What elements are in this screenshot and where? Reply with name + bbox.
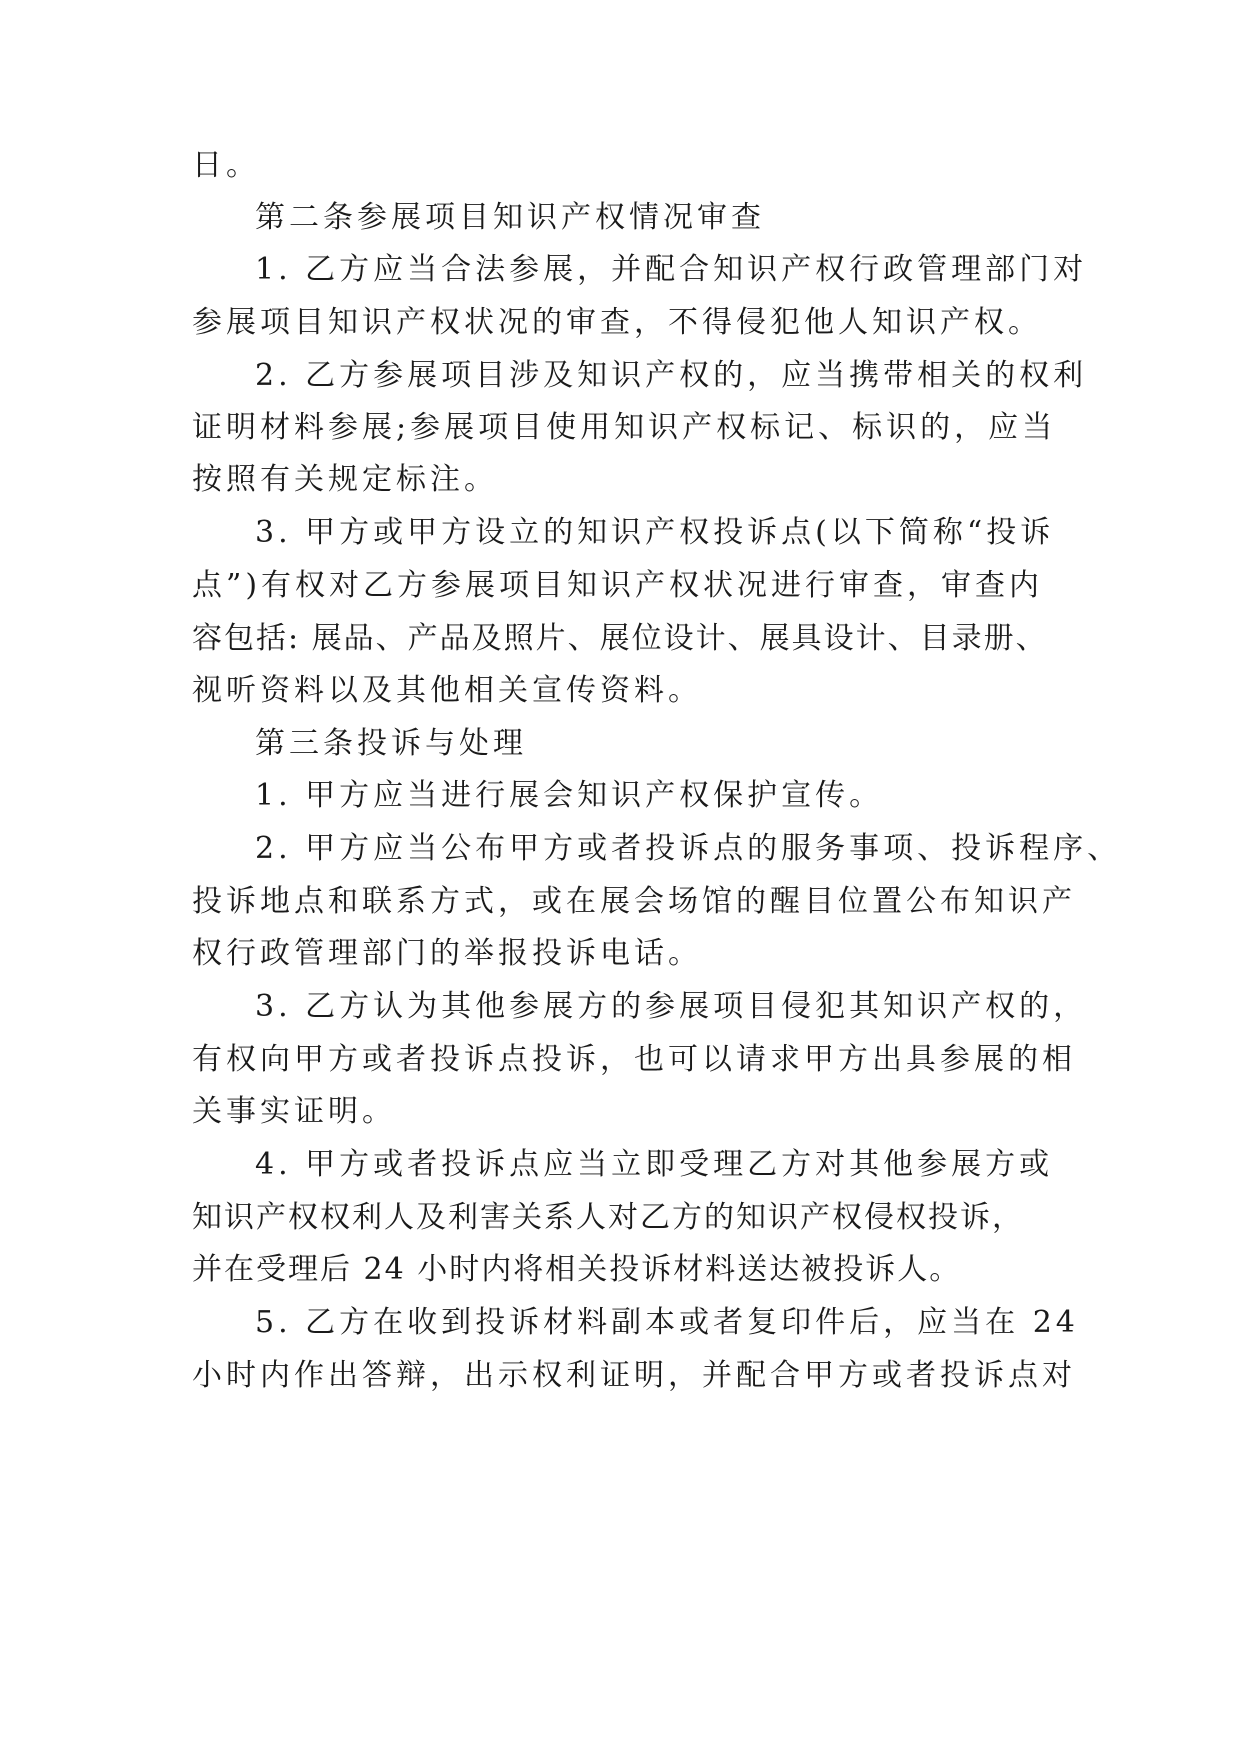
text-line: 4. 甲方或者投诉点应当立即受理乙方对其他参展方或 xyxy=(255,1147,1054,1182)
text-line: 投诉地点和联系方式，或在展会场馆的醒目位置公布知识产 xyxy=(192,884,1076,919)
text-line: 按照有关规定标注。 xyxy=(192,462,498,497)
text-line: 关事实证明。 xyxy=(192,1094,396,1129)
text-line: 点”)有权对乙方参展项目知识产权状况进行审查，审查内 xyxy=(192,568,1044,603)
text-line: 3. 甲方或甲方设立的知识产权投诉点(以下简称“投诉 xyxy=(255,515,1055,550)
text-line: 知识产权权利人及利害关系人对乙方的知识产权侵权投诉， xyxy=(192,1200,1024,1235)
text-line: 2. 甲方应当公布甲方或者投诉点的服务事项、投诉程序、 xyxy=(255,831,1122,866)
text-line: 5. 乙方在收到投诉材料副本或者复印件后，应当在 24 xyxy=(255,1305,1079,1340)
text-line: 有权向甲方或者投诉点投诉，也可以请求甲方出具参展的相 xyxy=(192,1042,1076,1077)
text-line: 3. 乙方认为其他参展方的参展项目侵犯其知识产权的， xyxy=(255,989,1088,1024)
section-heading: 第三条投诉与处理 xyxy=(255,726,527,761)
text-line: 并在受理后 24 小时内将相关投诉材料送达被投诉人。 xyxy=(192,1252,962,1287)
section-heading: 第二条参展项目知识产权情况审查 xyxy=(255,200,765,235)
text-line: 视听资料以及其他相关宣传资料。 xyxy=(192,673,702,708)
text-line: 证明材料参展;参展项目使用知识产权标记、标识的，应当 xyxy=(192,410,1057,445)
text-line: 容包括: 展品、产品及照片、展位设计、展具设计、目录册、 xyxy=(192,621,1048,656)
text-line: 2. 乙方参展项目涉及知识产权的，应当携带相关的权利 xyxy=(255,358,1088,393)
text-line: 日。 xyxy=(192,148,260,183)
text-line: 1. 乙方应当合法参展，并配合知识产权行政管理部门对 xyxy=(255,252,1088,287)
text-line: 小时内作出答辩，出示权利证明，并配合甲方或者投诉点对 xyxy=(192,1358,1076,1393)
text-line: 参展项目知识产权状况的审查，不得侵犯他人知识产权。 xyxy=(192,305,1042,340)
text-line: 1. 甲方应当进行展会知识产权保护宣传。 xyxy=(255,778,884,813)
text-line: 权行政管理部门的举报投诉电话。 xyxy=(192,936,702,971)
